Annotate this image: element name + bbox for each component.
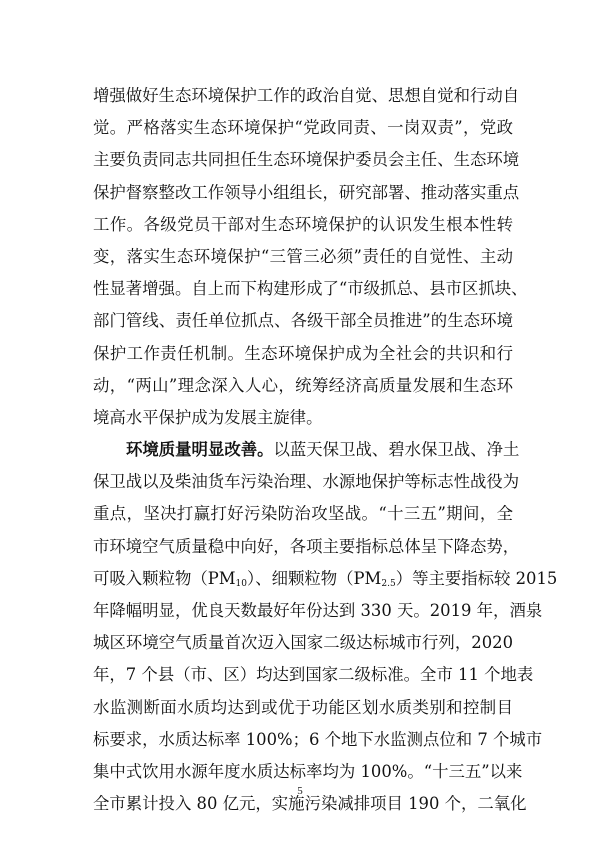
text-line: 年，7 个县（市、区）均达到国家二级标准。全市 11 个地表 [93,665,534,685]
text-line: 觉。严格落实生态环境保护“党政同责、一岗双责”，党政 [93,118,513,138]
text-line-pm [93,563,558,595]
pm10-subscript: 10 [235,578,247,589]
page-number: 5 [297,785,303,797]
text-line: 动，“两山”理念深入人心，统筹经济高质量发展和生态环 [93,375,513,395]
body-text [93,80,558,820]
text-line: 全市累计投入 80 亿元，实施污染减排项目 190 个，二氧化 [93,794,527,814]
text-line: 重点，坚决打赢打好污染防治攻坚战。“十三五”期间，全 [93,504,513,524]
text-line: 工作。各级党员干部对生态环境保护的认识发生根本性转 [93,214,513,234]
text-line: 保卫战以及柴油货车污染治理、水源地保护等标志性战役为 [93,472,520,492]
text-line: 标要求，水质达标率 100%；6 个地下水监测点位和 7 个城市 [93,729,543,749]
text-line: 增强做好生态环境保护工作的政治自觉、思想自觉和行动自 [93,86,520,105]
paragraph-lead-line [93,434,520,466]
text-line: 境高水平保护成为发展主旋律。 [93,407,323,427]
text-line: 保护工作责任机制。生态环境保护成为全社会的共识和行 [93,343,513,363]
text-line: 集中式饮用水源年度水质达标率均为 100%。“十三五”以来 [93,761,523,781]
text-segment: 可吸入颗粒物（PM [93,568,236,588]
pm25-subscript: 2.5 [381,578,396,589]
text-line: 市环境空气质量稳中向好，各项主要指标总体呈下降态势， [93,536,520,556]
text-line: 城区环境空气质量首次迈入国家二级达标城市行列，2020 [93,633,513,653]
text-line: 水监测断面水质均达到或优于功能区划水质类别和控制目 [93,697,513,717]
text-line: 性显著增强。自上而下构建形成了“市级抓总、县市区抓块、 [93,279,528,299]
text-segment: ）等主要指标较 2015 [395,568,558,588]
paragraph-heading: 环境质量明显改善。 [126,440,274,460]
text-line: 保护督察整改工作领导小组组长，研究部署、推动落实重点 [93,182,520,202]
text-line: 部门管线、责任单位抓点、各级干部全员推进”的生态环境 [93,311,513,331]
text-line: 年降幅明显，优良天数最好年份达到 330 天。2019 年，酒泉 [93,601,543,620]
text-segment: ）、细颗粒物（PM [247,568,382,588]
text-line: 主要负责同志共同担任生态环境保护委员会主任、生态环境 [93,150,520,170]
text-line: 变，落实生态环境保护“三管三必须”责任的自觉性、主动 [93,246,513,266]
text-segment: 以蓝天保卫战、碧水保卫战、净土 [273,440,520,460]
